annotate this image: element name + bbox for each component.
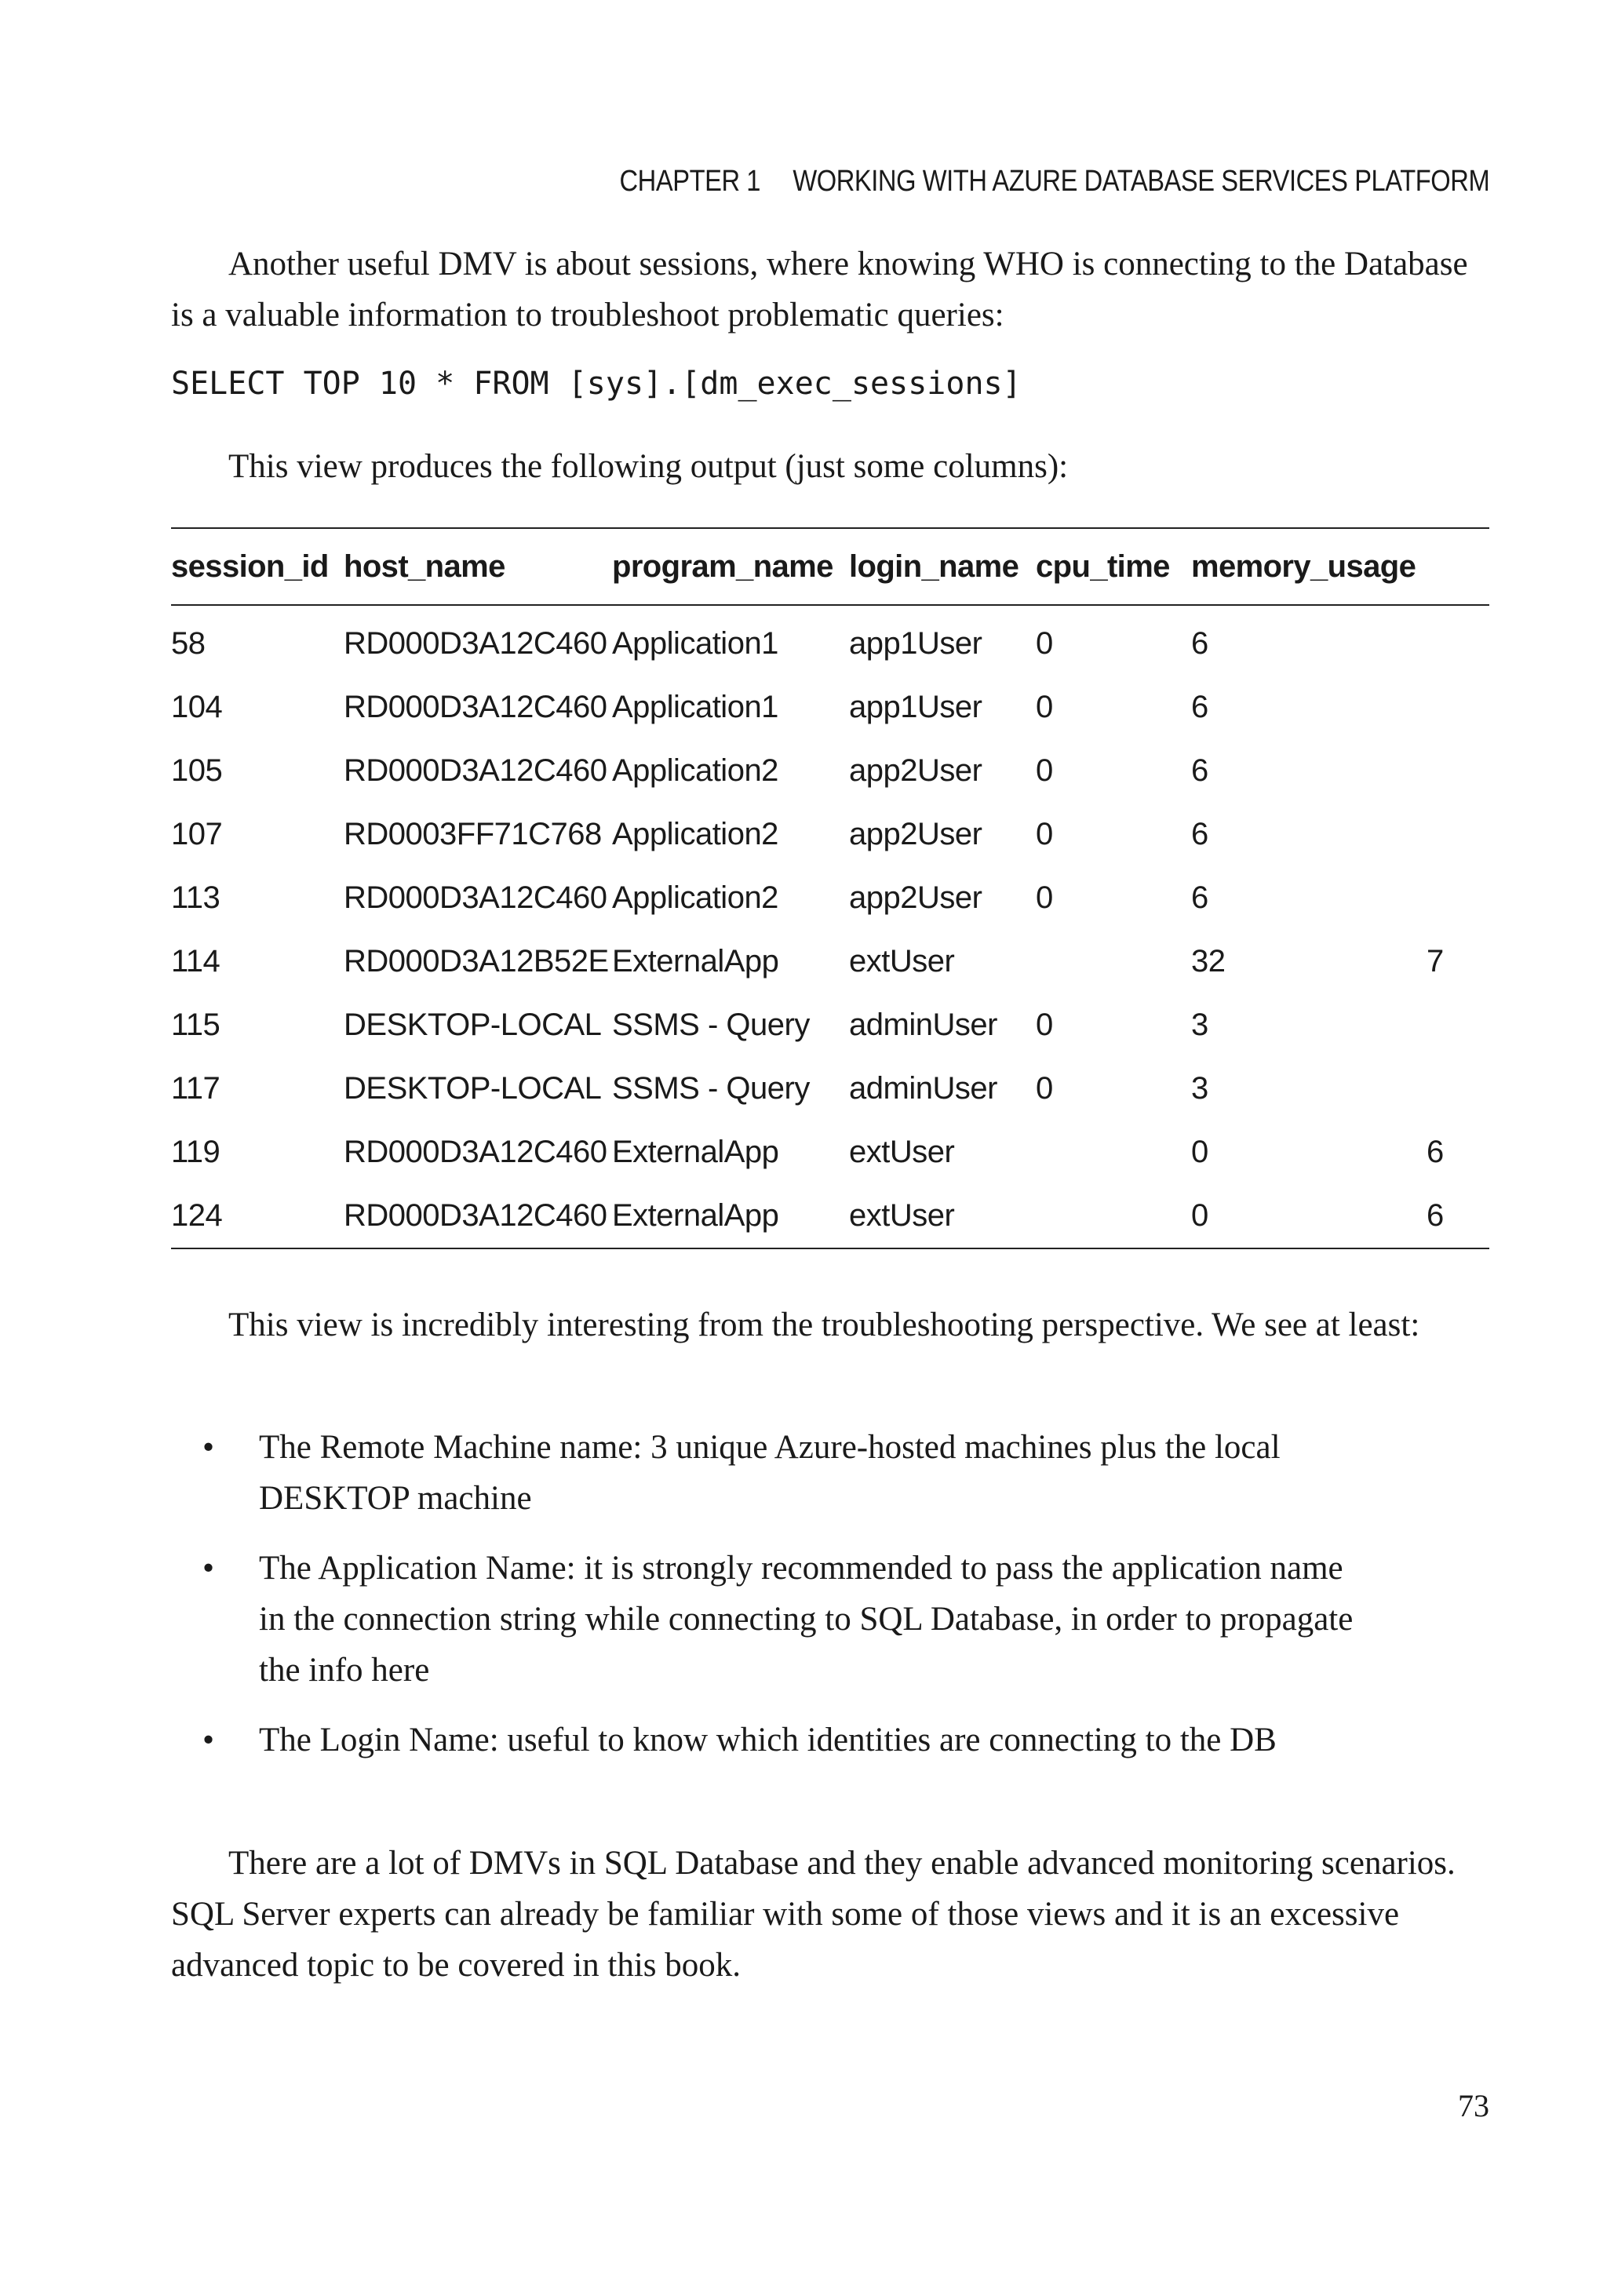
table-cell: app1User	[849, 626, 982, 661]
table-cell: SSMS - Query	[612, 1008, 810, 1042]
table-cell: Application1	[612, 690, 778, 724]
table-cell: Application2	[612, 880, 778, 915]
table-row	[171, 1184, 1489, 1248]
table-cell: 0	[1036, 753, 1053, 788]
intro-text: Another useful DMV is about sessions, where knowing WHO is connecting to the Database is a valuable information to troubleshoot problematic queries:	[171, 246, 1468, 333]
table-cell: 0	[1036, 1008, 1053, 1042]
table-cell: DESKTOP-LOCAL	[344, 1008, 602, 1042]
table-cell	[1427, 803, 1489, 866]
table-cell: 6	[1191, 626, 1208, 661]
page-number: 73	[1458, 2088, 1489, 2123]
table-cell: 6	[1191, 753, 1208, 788]
table-cell: 3	[1191, 1008, 1208, 1042]
table-cell: RD000D3A12C460	[344, 1198, 607, 1233]
table-cell: ExternalApp	[612, 1135, 779, 1169]
table-cell: app2User	[849, 817, 982, 851]
code-snippet: SELECT TOP 10 * FROM [sys].[dm_exec_sessions]	[171, 366, 1022, 402]
table-cell: 6	[1427, 1198, 1444, 1233]
table-row	[171, 739, 1489, 803]
table-cell	[1427, 993, 1489, 1057]
table-cell: 6	[1191, 690, 1208, 724]
output-intro-text: This view produces the following output (just some columns):	[228, 448, 1069, 485]
table-cell: RD000D3A12C460	[344, 753, 607, 788]
table-cell: 3	[1191, 1071, 1208, 1106]
table-cell: 6	[1191, 817, 1208, 851]
conclusion-paragraph	[171, 1838, 1489, 1991]
table-cell: RD000D3A12B52E	[344, 944, 609, 979]
bullet-text: • The Remote Machine name: 3 unique Azure-hosted machines plus the local DESKTOP machine	[259, 1429, 1281, 1517]
table-cell	[1427, 605, 1489, 676]
table-cell: 114	[171, 944, 220, 979]
table-cell: 105	[171, 753, 223, 788]
column-header: cpu_time	[1036, 529, 1191, 605]
table-row	[171, 866, 1489, 930]
column-header	[1427, 529, 1489, 605]
table-cell: 58	[171, 626, 206, 661]
table-row	[171, 930, 1489, 993]
table-cell: extUser	[849, 1135, 955, 1169]
table-cell: 115	[171, 1008, 220, 1042]
list-item	[196, 1543, 1357, 1696]
table-cell: RD000D3A12C460	[344, 626, 607, 661]
table-row	[171, 1121, 1489, 1184]
table-cell: 7	[1427, 944, 1444, 979]
table-row	[171, 1057, 1489, 1121]
table-cell: 0	[1036, 1071, 1053, 1106]
table-cell: Application1	[612, 626, 778, 661]
list-item	[196, 1422, 1357, 1524]
table-cell: adminUser	[849, 1008, 997, 1042]
table-cell: 0	[1036, 817, 1053, 851]
table-cell: ExternalApp	[612, 1198, 779, 1233]
table-cell: 6	[1191, 880, 1208, 915]
table-cell: 0	[1191, 1198, 1208, 1233]
table-cell: RD000D3A12C460	[344, 880, 607, 915]
bullet-list	[259, 1422, 1357, 1784]
table-cell: 32	[1191, 944, 1226, 979]
table-row	[171, 993, 1489, 1057]
table-cell: 6	[1427, 1135, 1444, 1169]
table-cell: 104	[171, 690, 223, 724]
table-cell: 113	[171, 880, 220, 915]
table-cell: 0	[1036, 626, 1053, 661]
table-cell	[1036, 1121, 1191, 1184]
running-header	[619, 165, 1489, 199]
analysis-text: This view is incredibly interesting from the troubleshooting perspective. We see at least:	[228, 1307, 1420, 1343]
table-cell: Application2	[612, 817, 778, 851]
table-cell: RD0003FF71C768	[344, 817, 602, 851]
table-cell: 107	[171, 817, 223, 851]
table-cell: adminUser	[849, 1071, 997, 1106]
table-cell	[1036, 1184, 1191, 1248]
table-cell: 119	[171, 1135, 220, 1169]
table-header-row	[171, 529, 1489, 605]
table-cell: 0	[1036, 880, 1053, 915]
column-header: login_name	[849, 529, 1036, 605]
table-cell	[1036, 930, 1191, 993]
table-cell	[1427, 866, 1489, 930]
table-cell	[1427, 1057, 1489, 1121]
table-cell: Application2	[612, 753, 778, 788]
bullet-text: • The Application Name: it is strongly recommended to pass the application name in the connection string while connecting to SQL Database, in order to propagate the info here	[259, 1550, 1354, 1689]
chapter-title: WORKING WITH AZURE DATABASE SERVICES PLATFORM	[793, 165, 1489, 198]
table-row	[171, 676, 1489, 739]
table-cell	[1427, 676, 1489, 739]
table-body	[171, 605, 1489, 1248]
table-cell: app2User	[849, 880, 982, 915]
table-cell: ExternalApp	[612, 944, 779, 979]
table-cell: extUser	[849, 944, 955, 979]
table-cell: app1User	[849, 690, 982, 724]
output-intro-paragraph	[171, 441, 1489, 492]
table-cell: 0	[1191, 1135, 1208, 1169]
intro-paragraph	[171, 239, 1489, 341]
column-header: host_name	[344, 529, 612, 605]
table-cell: 124	[171, 1198, 223, 1233]
table-row	[171, 605, 1489, 676]
column-header: session_id	[171, 529, 344, 605]
analysis-paragraph	[171, 1299, 1489, 1350]
column-header: program_name	[612, 529, 849, 605]
chapter-label: CHAPTER 1	[619, 165, 760, 198]
table-cell: SSMS - Query	[612, 1071, 810, 1106]
conclusion-text: There are a lot of DMVs in SQL Database and they enable advanced monitoring scenarios. SQL Server experts can already be familiar with some of those views and it is an excessive advanced topic to be covered in this book.	[171, 1845, 1456, 1984]
table-cell: 117	[171, 1071, 220, 1106]
bullet-text: • The Login Name: useful to know which identities are connecting to the DB	[259, 1722, 1277, 1758]
table-cell	[1427, 739, 1489, 803]
table-cell: DESKTOP-LOCAL	[344, 1071, 602, 1106]
table-cell: extUser	[849, 1198, 955, 1233]
column-header: memory_usage	[1191, 529, 1427, 605]
table-cell: RD000D3A12C460	[344, 1135, 607, 1169]
table-cell: 0	[1036, 690, 1053, 724]
list-item	[196, 1715, 1357, 1766]
table-cell: RD000D3A12C460	[344, 690, 607, 724]
table-cell: app2User	[849, 753, 982, 788]
sessions-table	[171, 527, 1489, 1249]
table-row	[171, 803, 1489, 866]
